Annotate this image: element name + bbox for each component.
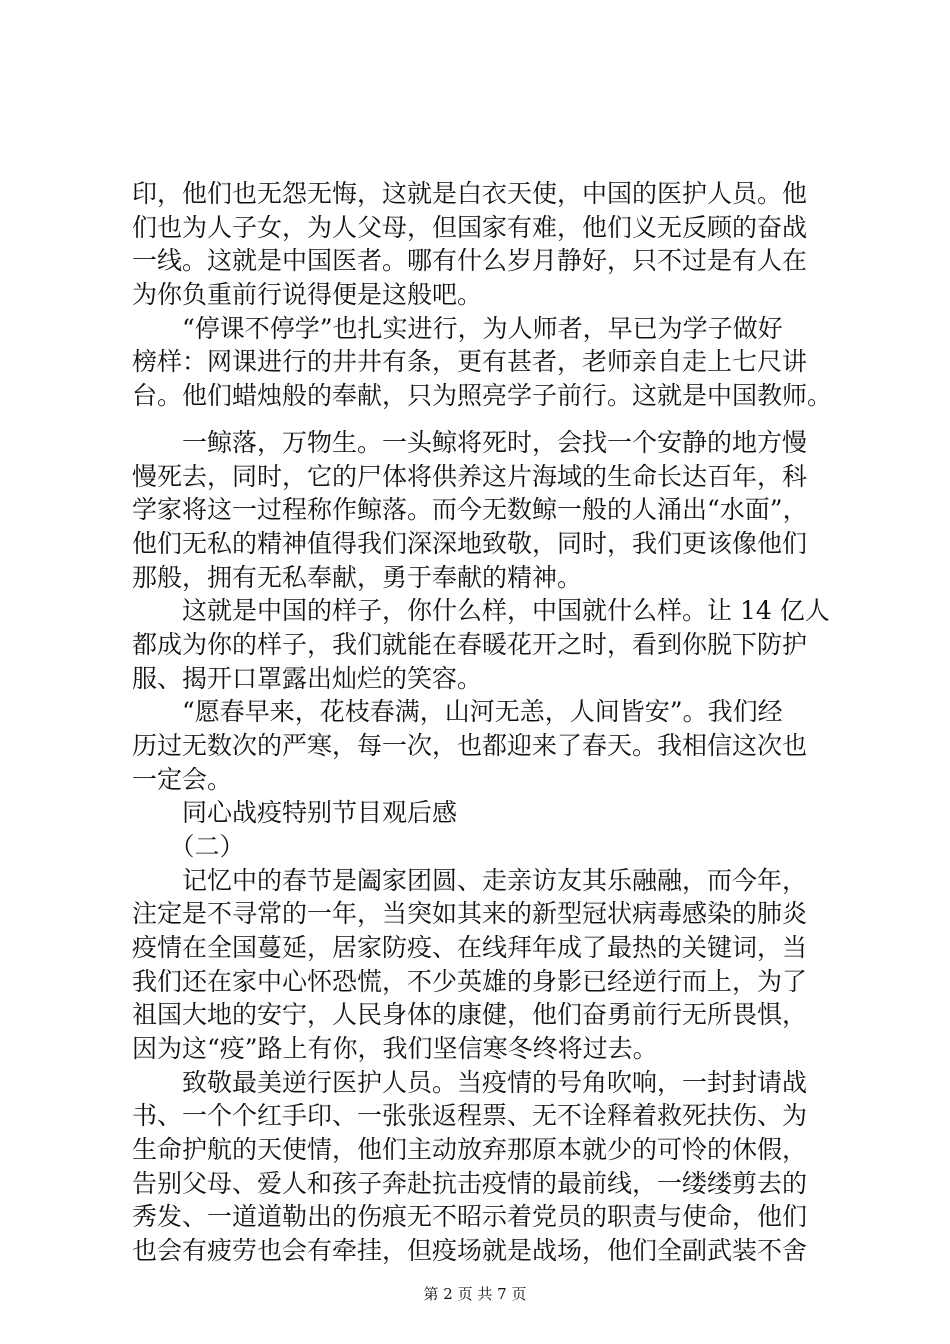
text-line: 祖国大地的安宁，人民身体的康健，他们奋勇前行无所畏惧， bbox=[132, 1000, 808, 1029]
text-line: 秀发、一道道勒出的伤痕无不昭示着党员的职责与使命，他们 bbox=[132, 1202, 808, 1231]
text-line: 同心战疫特别节目观后感 bbox=[132, 798, 458, 827]
text-line: 书、一个个红手印、一张张返程票、无不诠释着救死扶伤、为 bbox=[132, 1101, 808, 1130]
text-line: 致敬最美逆行医护人员。当疫情的号角吹响，一封封请战 bbox=[132, 1068, 808, 1097]
text-line: 为你负重前行说得便是这般吧。 bbox=[132, 280, 483, 309]
text-line: 那般，拥有无私奉献，勇于奉献的精神。 bbox=[132, 563, 583, 592]
text-line: “愿春早来，花枝春满，山河无恙，人间皆安”。我们经 bbox=[132, 697, 783, 726]
text-line: 都成为你的样子，我们就能在春暖花开之时，看到你脱下防护 bbox=[132, 630, 808, 659]
text-line: 榜样：网课进行的井井有条，更有甚者，老师亲自走上七尺讲 bbox=[132, 347, 808, 376]
text-line: 一线。这就是中国医者。哪有什么岁月静好，只不过是有人在 bbox=[132, 246, 808, 275]
text-line: 因为这“疫”路上有你，我们坚信寒冬终将过去。 bbox=[132, 1034, 658, 1063]
text-line: 们也为人子女，为人父母，但国家有难，他们义无反顾的奋战 bbox=[132, 213, 808, 242]
page-footer: 第 2 页 共 7 页 bbox=[423, 1285, 527, 1303]
text-line: 历过无数次的严寒，每一次，也都迎来了春天。我相信这次也 bbox=[132, 731, 808, 760]
text-line: 我们还在家中心怀恐慌，不少英雄的身影已经逆行而上，为了 bbox=[132, 967, 808, 996]
text-line: 疫情在全国蔓延，居家防疫、在线拜年成了最热的关键词，当 bbox=[132, 933, 808, 962]
text-line: 印，他们也无怨无悔，这就是白衣天使，中国的医护人员。他 bbox=[132, 179, 808, 208]
text-line: 这就是中国的样子，你什么样，中国就什么样。让 14 亿人 bbox=[132, 596, 830, 625]
text-line: 学家将这一过程称作鲸落。而今无数鲸一般的人涌出“水面”， bbox=[132, 495, 808, 524]
text-line: 告别父母、爱人和孩子奔赴抗击疫情的最前线，一缕缕剪去的 bbox=[132, 1169, 808, 1198]
text-line: 记忆中的春节是阖家团圆、走亲访友其乐融融，而今年， bbox=[132, 866, 808, 895]
text-line: （二） bbox=[132, 832, 245, 861]
text-line: 生命护航的天使情，他们主动放弃那原本就少的可怜的休假， bbox=[132, 1135, 808, 1164]
text-line: 服、揭开口罩露出灿烂的笑容。 bbox=[132, 664, 483, 693]
text-line: 他们无私的精神值得我们深深地致敬，同时，我们更该像他们 bbox=[132, 529, 808, 558]
text-line: “停课不停学”也扎实进行，为人师者，早已为学子做好 bbox=[132, 314, 783, 343]
text-line: 注定是不寻常的一年，当突如其来的新型冠状病毒感染的肺炎 bbox=[132, 899, 808, 928]
text-line: 也会有疲劳也会有牵挂，但疫场就是战场，他们全副武装不舍 bbox=[132, 1236, 808, 1265]
text-line: 慢死去，同时，它的尸体将供养这片海域的生命长达百年，科 bbox=[132, 462, 808, 491]
text-line: 台。他们蜡烛般的奉献，只为照亮学子前行。这就是中国教师。 bbox=[132, 381, 833, 410]
text-line: 一鲸落，万物生。一头鲸将死时，会找一个安静的地方慢 bbox=[132, 428, 808, 457]
text-line: 一定会。 bbox=[132, 765, 233, 794]
